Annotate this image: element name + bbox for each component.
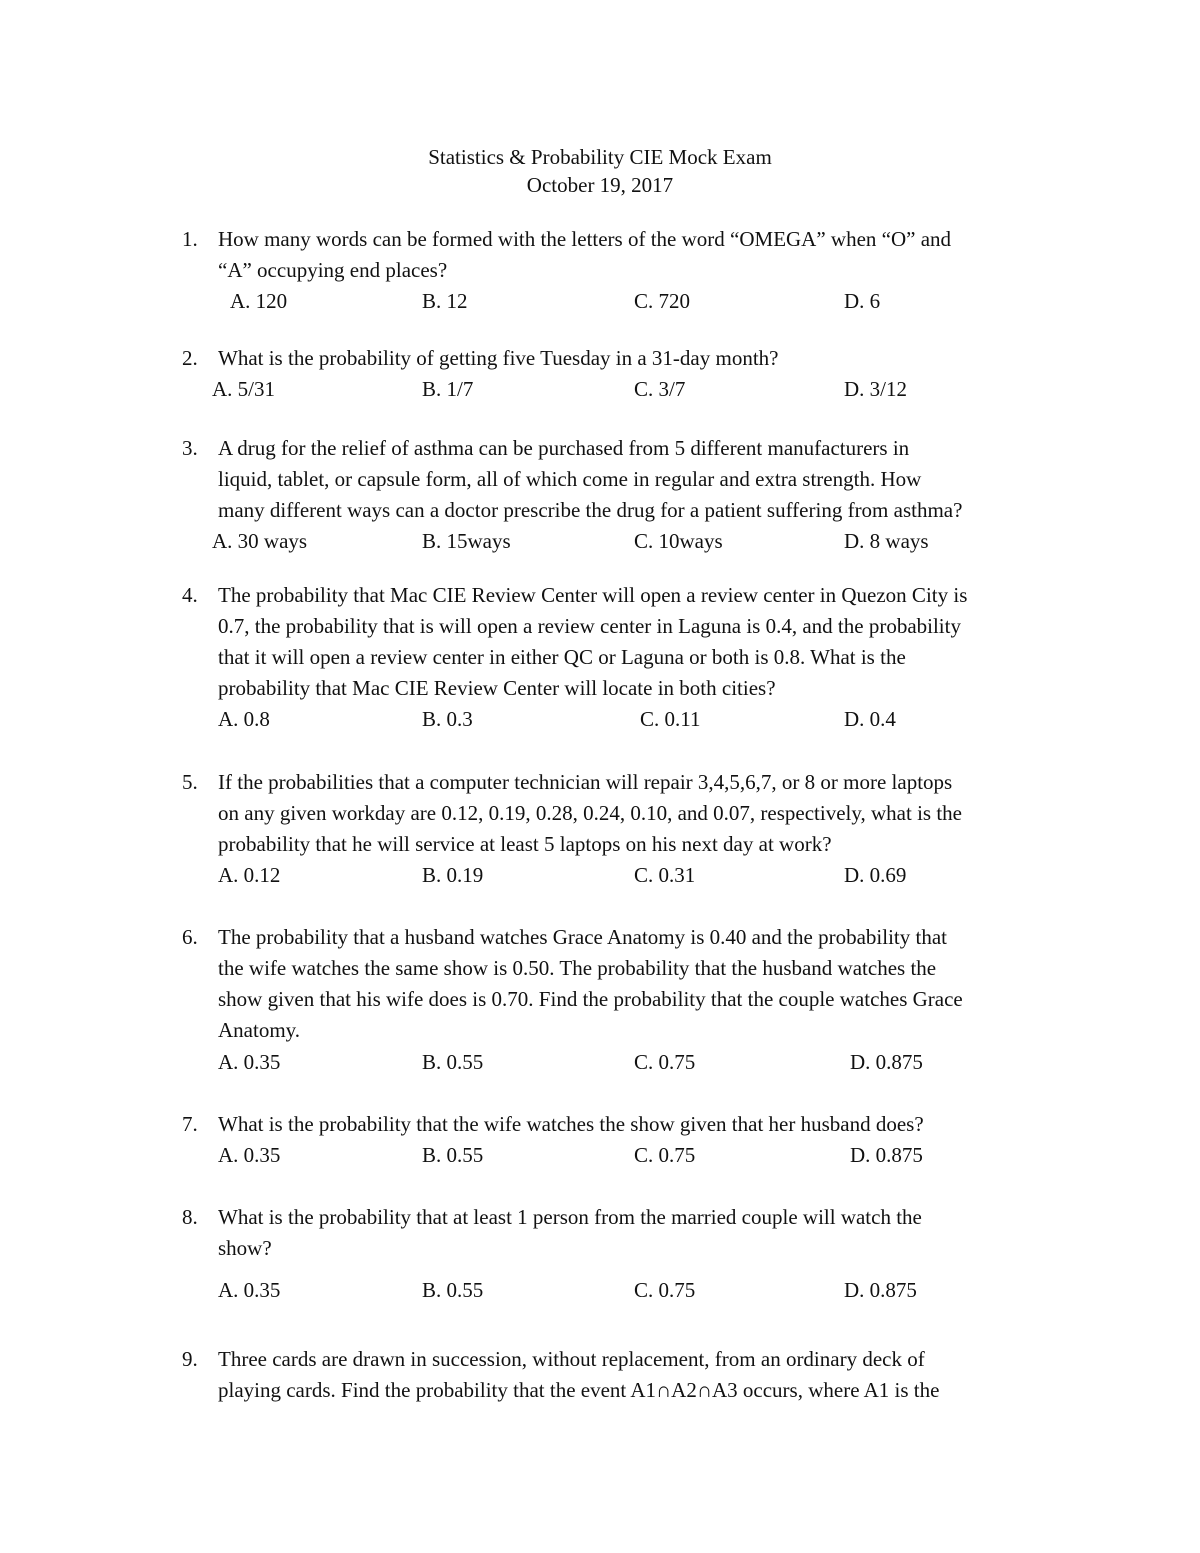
choice-c: C. 0.31 xyxy=(634,863,696,887)
choice-c: C. 0.11 xyxy=(640,707,701,731)
choice-b: B. 0.55 xyxy=(422,1278,484,1302)
choice-a: A. 0.12 xyxy=(218,863,281,887)
choice-d: D. 0.4 xyxy=(844,707,896,731)
question-line: probability that Mac CIE Review Center will locate in both cities? xyxy=(218,676,776,700)
question-line: liquid, tablet, or capsule form, all of which come in regular and extra strength. How xyxy=(218,467,922,491)
question-number: 5. xyxy=(182,770,198,794)
question-number: 4. xyxy=(182,583,198,607)
choice-b: B. 0.55 xyxy=(422,1050,484,1074)
question-line: “A” occupying end places? xyxy=(218,258,448,282)
question-line: What is the probability that at least 1 person from the married couple will watch the xyxy=(218,1205,922,1229)
choice-d: D. 0.875 xyxy=(850,1050,923,1074)
question-line: show given that his wife does is 0.70. Find the probability that the couple watches Grace xyxy=(218,987,963,1011)
exam-title: Statistics & Probability CIE Mock Exam xyxy=(428,145,772,169)
question-line: If the probabilities that a computer technician will repair 3,4,5,6,7, or 8 or more laptops xyxy=(218,770,953,794)
choice-b: B. 0.55 xyxy=(422,1143,484,1167)
answer-choices xyxy=(182,374,1082,405)
answer-choices xyxy=(182,1140,1082,1171)
question-line: show? xyxy=(218,1236,272,1260)
choice-b: B. 12 xyxy=(422,289,468,313)
question-text xyxy=(218,1109,1068,1140)
choice-d: D. 0.875 xyxy=(844,1278,917,1302)
question-text xyxy=(218,224,1068,286)
question-line: playing cards. Find the probability that the event A1∩A2∩A3 occurs, where A1 is the xyxy=(218,1378,940,1402)
choice-b: B. 0.19 xyxy=(422,863,484,887)
choice-a: A. 120 xyxy=(230,289,288,313)
exam-date: October 19, 2017 xyxy=(526,173,674,197)
exam-header xyxy=(0,143,1200,199)
question-line: Anatomy. xyxy=(218,1018,301,1042)
question-number: 1. xyxy=(182,227,198,251)
choice-c: C. 10ways xyxy=(634,529,723,553)
answer-choices xyxy=(182,1275,1082,1306)
question-text xyxy=(218,922,1068,1046)
answer-choices xyxy=(182,704,1082,735)
choice-d: D. 8 ways xyxy=(844,529,929,553)
choice-c: C. 0.75 xyxy=(634,1143,696,1167)
question-line: What is the probability that the wife watches the show given that her husband does? xyxy=(218,1112,924,1136)
choice-c: C. 720 xyxy=(634,289,691,313)
choice-d: D. 6 xyxy=(844,289,881,313)
question-text xyxy=(218,1202,1068,1264)
choice-d: D. 0.69 xyxy=(844,863,907,887)
choice-c: C. 3/7 xyxy=(634,377,686,401)
question-line: many different ways can a doctor prescribe the drug for a patient suffering from asthma? xyxy=(218,498,963,522)
question-number: 9. xyxy=(182,1347,198,1371)
choice-b: B. 15ways xyxy=(422,529,511,553)
choice-c: C. 0.75 xyxy=(634,1278,696,1302)
answer-choices xyxy=(182,1047,1082,1078)
question-text xyxy=(218,767,1068,860)
question-line: The probability that Mac CIE Review Center will open a review center in Quezon City is xyxy=(218,583,968,607)
question-line: How many words can be formed with the letters of the word “OMEGA” when “O” and xyxy=(218,227,952,251)
choice-a: A. 0.35 xyxy=(218,1278,281,1302)
question-text xyxy=(218,343,1068,374)
question-number: 6. xyxy=(182,925,198,949)
choice-c: C. 0.75 xyxy=(634,1050,696,1074)
question-line: 0.7, the probability that is will open a review center in Laguna is 0.4, and the probability xyxy=(218,614,961,638)
choice-a: A. 5/31 xyxy=(212,377,275,401)
choice-d: D. 3/12 xyxy=(844,377,907,401)
question-line: The probability that a husband watches Grace Anatomy is 0.40 and the probability that xyxy=(218,925,947,949)
choice-b: B. 0.3 xyxy=(422,707,473,731)
question-line: Three cards are drawn in succession, without replacement, from an ordinary deck of xyxy=(218,1347,925,1371)
question-number: 7. xyxy=(182,1112,198,1136)
question-number: 8. xyxy=(182,1205,198,1229)
choice-b: B. 1/7 xyxy=(422,377,474,401)
question-number: 2. xyxy=(182,346,198,370)
question-line: on any given workday are 0.12, 0.19, 0.28, 0.24, 0.10, and 0.07, respectively, what is the xyxy=(218,801,962,825)
question-line: What is the probability of getting five Tuesday in a 31-day month? xyxy=(218,346,779,370)
choice-d: D. 0.875 xyxy=(850,1143,923,1167)
question-number: 3. xyxy=(182,436,198,460)
choice-a: A. 0.35 xyxy=(218,1143,281,1167)
question-line: probability that he will service at least 5 laptops on his next day at work? xyxy=(218,832,832,856)
question-line: the wife watches the same show is 0.50. The probability that the husband watches the xyxy=(218,956,937,980)
question-line: that it will open a review center in either QC or Laguna or both is 0.8. What is the xyxy=(218,645,906,669)
choice-a: A. 30 ways xyxy=(212,529,308,553)
answer-choices xyxy=(182,286,1082,317)
answer-choices xyxy=(182,860,1082,891)
question-text xyxy=(218,433,1068,526)
answer-choices xyxy=(182,526,1082,557)
choice-a: A. 0.8 xyxy=(218,707,270,731)
question-line: A drug for the relief of asthma can be purchased from 5 different manufacturers in xyxy=(218,436,910,460)
question-text xyxy=(218,1344,1068,1406)
question-text xyxy=(218,580,1068,704)
choice-a: A. 0.35 xyxy=(218,1050,281,1074)
